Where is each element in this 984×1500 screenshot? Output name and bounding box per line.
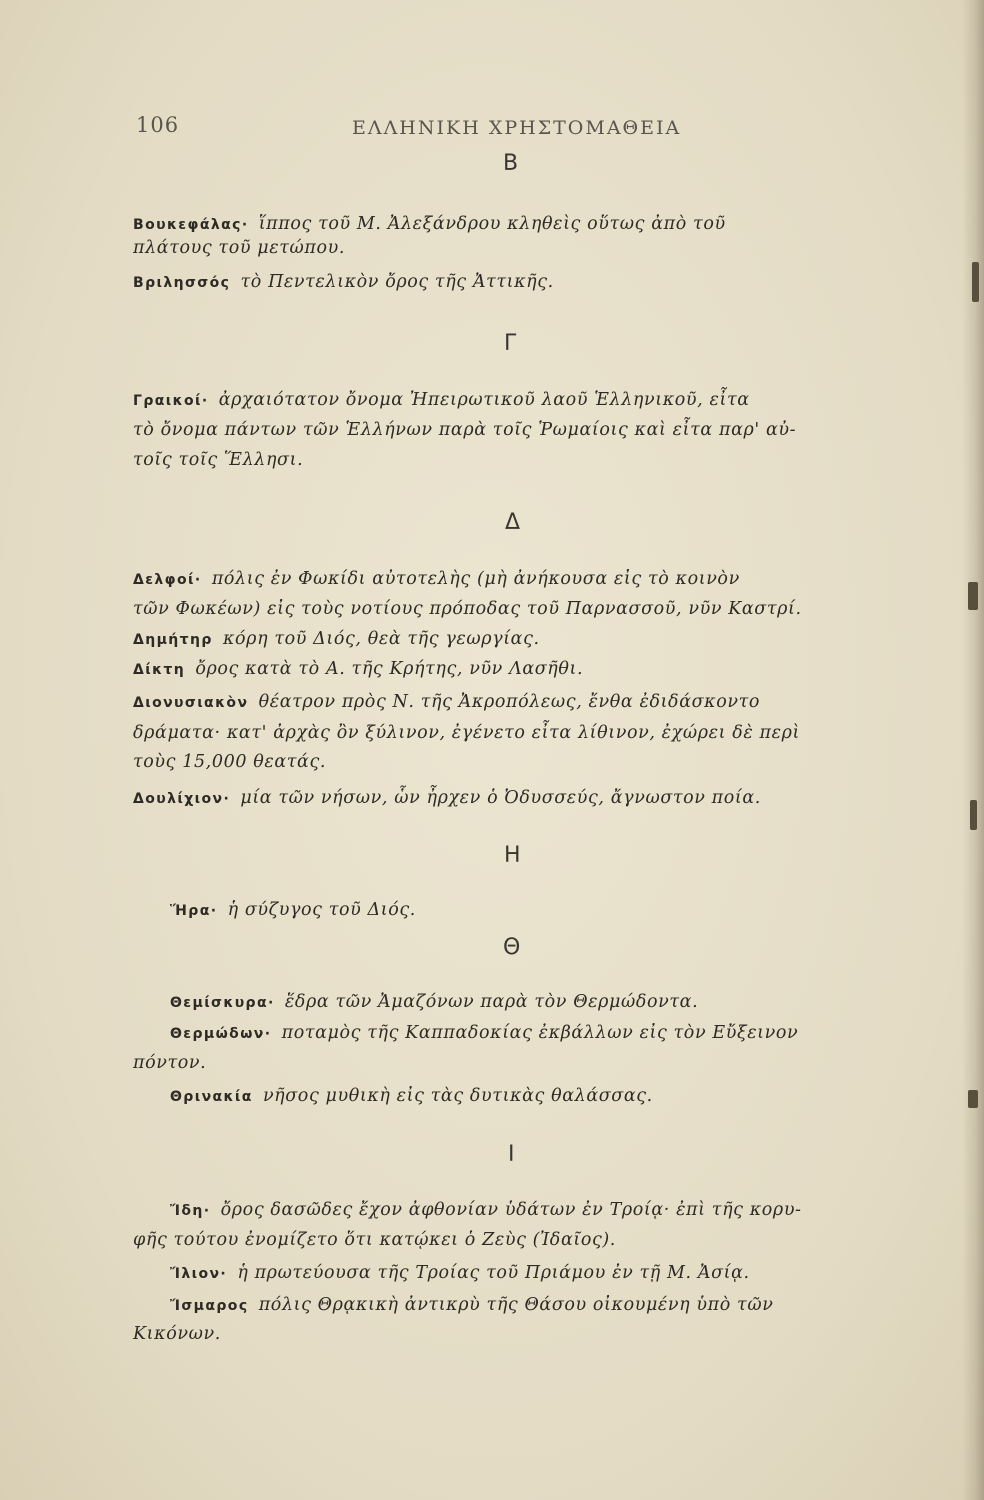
margin-mark bbox=[968, 1090, 978, 1108]
entry-line bbox=[133, 657, 583, 682]
entry-definition: ἀρχαιότατον ὄνομα Ἠπειρωτικοῦ λαοῦ Ἑλληνικοῦ, εἶτα bbox=[218, 390, 750, 410]
section-letter: Θ bbox=[503, 935, 521, 960]
entry-line bbox=[170, 1261, 750, 1286]
entry-continuation: πλάτους τοῦ μετώπου. bbox=[133, 238, 346, 258]
entry-definition: ποταμὸς τῆς Καππαδοκίας ἐκβάλλων εἰς τὸν Εὔξεινον bbox=[281, 1023, 799, 1043]
entry-definition: πόλις ἐν Φωκίδι αὐτοτελὴς (μὴ ἀνήκουσα εἰς τὸ κοινὸν bbox=[211, 569, 740, 589]
entry-continuation: τοῖς τοῖς Ἕλλησι. bbox=[133, 450, 304, 470]
entry-headword: Βουκεφάλας· bbox=[133, 217, 249, 233]
entry-headword: Βριλησσός bbox=[133, 275, 231, 291]
entry-line bbox=[133, 212, 726, 237]
section-letter: Δ bbox=[505, 510, 521, 535]
entry-headword: Δελφοί· bbox=[133, 572, 202, 588]
entry-definition: θέατρον πρὸς Ν. τῆς Ἀκροπόλεως, ἔνθα ἐδιδάσκοντο bbox=[258, 692, 761, 712]
entry-line bbox=[133, 786, 761, 811]
entry-headword: Θεμίσκυρα· bbox=[170, 995, 275, 1011]
entry-definition: ἡ σύζυγος τοῦ Διός. bbox=[227, 900, 416, 920]
entry-headword: Δίκτη bbox=[133, 662, 186, 678]
entry-continuation: τῶν Φωκέων) εἰς τοὺς νοτίους πρόποδας τοῦ Παρνασσοῦ, νῦν Καστρί. bbox=[133, 599, 802, 619]
entry-line bbox=[170, 1293, 773, 1318]
entry-headword: Διονυσιακὸν bbox=[133, 695, 249, 711]
entry-line bbox=[170, 1198, 802, 1223]
page-header bbox=[0, 113, 984, 143]
entry-line bbox=[170, 898, 416, 923]
entry-line bbox=[133, 627, 540, 652]
entry-headword: Δουλίχιον· bbox=[133, 791, 231, 807]
entry-headword: Δημήτηρ bbox=[133, 632, 213, 648]
entry-headword: Γραικοί· bbox=[133, 393, 209, 409]
entry-definition: τὸ Πεντελικὸν ὄρος τῆς Ἀττικῆς. bbox=[240, 272, 554, 292]
entry-line bbox=[133, 690, 760, 715]
section-letter: Ι bbox=[508, 1142, 515, 1167]
margin-mark bbox=[972, 262, 979, 302]
section-letter: Β bbox=[503, 151, 519, 176]
margin-mark bbox=[968, 582, 978, 610]
entry-continuation: φῆς τούτου ἐνομίζετο ὅτι κατῴκει ὁ Ζεὺς (Ἰδαῖος). bbox=[133, 1230, 616, 1250]
entry-continuation: τοὺς 15,000 θεατάς. bbox=[133, 752, 327, 772]
entry-headword: Ἥρα· bbox=[170, 903, 218, 919]
entry-continuation: δράματα· κατ' ἀρχὰς ὂν ξύλινον, ἐγένετο εἶτα λίθινον, ἐχώρει δὲ περὶ bbox=[133, 723, 800, 743]
running-title: ΕΛΛΗΝΙΚΗ ΧΡΗΣΤΟΜΑΘΕΙΑ bbox=[352, 117, 682, 139]
entry-line bbox=[170, 1084, 653, 1109]
entry-line bbox=[133, 388, 750, 413]
entry-definition: νῆσος μυθικὴ εἰς τὰς δυτικὰς θαλάσσας. bbox=[262, 1086, 653, 1106]
entry-definition: ἕδρα τῶν Ἀμαζόνων παρὰ τὸν Θερμώδοντα. bbox=[284, 992, 699, 1012]
entry-definition: ὄρος δασῶδες ἔχον ἀφθονίαν ὑδάτων ἐν Τροίᾳ· ἐπὶ τῆς κορυ- bbox=[220, 1200, 802, 1220]
entry-headword: Ἴλιον· bbox=[170, 1266, 228, 1282]
entry-continuation: τὸ ὄνομα πάντων τῶν Ἑλλήνων παρὰ τοῖς Ῥωμαίοις καὶ εἶτα παρ' αὐ- bbox=[133, 420, 797, 440]
entry-definition: μία τῶν νήσων, ὧν ἦρχεν ὁ Ὀδυσσεύς, ἄγνωστον ποία. bbox=[240, 788, 761, 808]
entry-headword: Θρινακία bbox=[170, 1089, 253, 1105]
entry-continuation: Κικόνων. bbox=[133, 1324, 221, 1344]
entry-definition: ἵππος τοῦ Μ. Ἀλεξάνδρου κληθεὶς οὕτως ἀπὸ τοῦ bbox=[258, 214, 726, 234]
entry-line bbox=[133, 270, 554, 295]
entry-continuation: πόντον. bbox=[133, 1053, 207, 1073]
entry-line bbox=[170, 1021, 798, 1046]
entry-headword: Ἴσμαρος bbox=[170, 1298, 249, 1314]
section-letter: Η bbox=[504, 843, 521, 868]
section-letter: Γ bbox=[504, 331, 517, 356]
entry-line bbox=[133, 567, 740, 592]
entry-headword: Θερμώδων· bbox=[170, 1026, 272, 1042]
entry-headword: Ἴδη· bbox=[170, 1203, 211, 1219]
entry-definition: ἡ πρωτεύουσα τῆς Τροίας τοῦ Πριάμου ἐν τῇ Μ. Ἀσίᾳ. bbox=[237, 1263, 750, 1283]
entry-definition: κόρη τοῦ Διός, θεὰ τῆς γεωργίας. bbox=[222, 629, 540, 649]
entry-line bbox=[170, 990, 698, 1015]
entry-definition: ὄρος κατὰ τὸ Α. τῆς Κρήτης, νῦν Λασῆθι. bbox=[195, 659, 584, 679]
page-edge-shadow bbox=[962, 0, 984, 1500]
page-number: 106 bbox=[136, 113, 180, 137]
entry-definition: πόλις Θρᾳκικὴ ἀντικρὺ τῆς Θάσου οἰκουμένη ὑπὸ τῶν bbox=[258, 1295, 774, 1315]
margin-mark bbox=[970, 800, 977, 830]
